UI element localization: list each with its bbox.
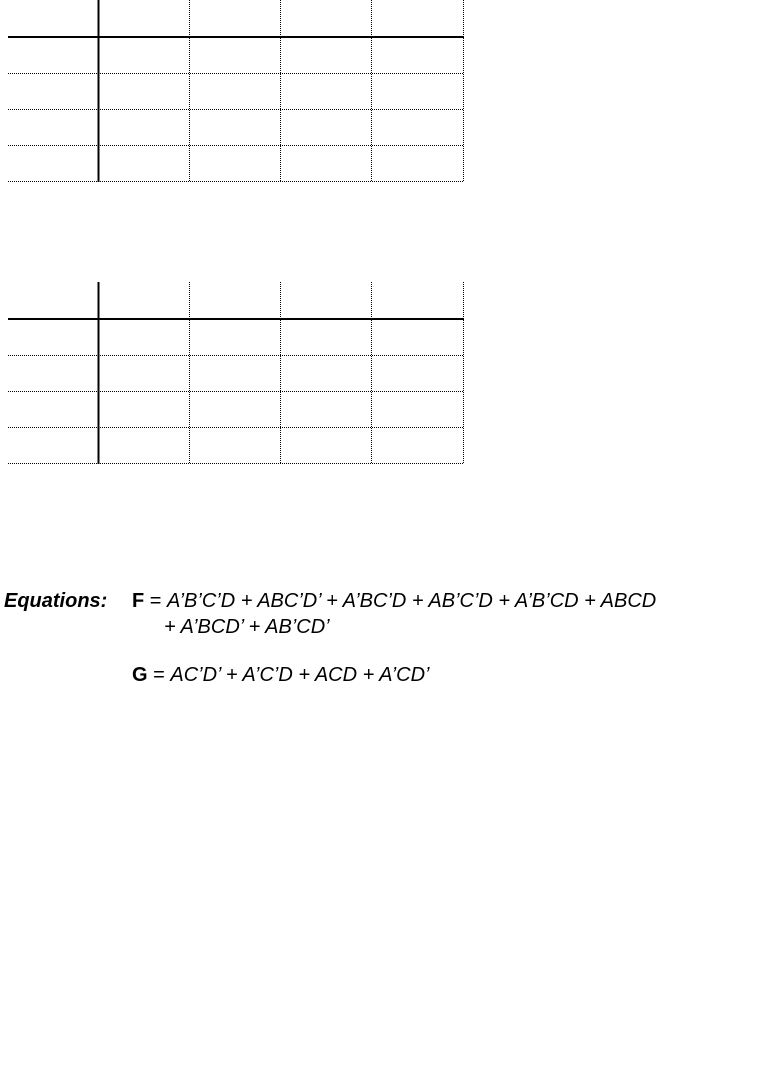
karnaugh-map-grid — [8, 0, 464, 182]
kmap-grid-lines — [8, 0, 464, 182]
karnaugh-map-grid — [8, 282, 464, 464]
equation-g-equals: = — [147, 664, 171, 686]
equation-f-equals: = — [144, 590, 168, 612]
kmap-grid-lines — [8, 282, 464, 464]
equation-f-expression-line-1: A’B’C’D + ABC’D’ + A’BC’D + AB’C’D + A’B’CD + ABCD — [167, 590, 657, 612]
equation-g-expression: AC’D’ + A’C’D + ACD + A’CD’ — [170, 664, 430, 686]
equation-f-line-1 — [132, 588, 656, 614]
equation-g-line — [132, 662, 430, 688]
equation-f-variable: F — [132, 590, 145, 612]
equation-g-variable: G — [132, 664, 148, 686]
equations-label: Equations: — [4, 590, 108, 612]
equation-f-expression-line-2: + A’BCD’ + AB’CD’ — [164, 616, 330, 638]
equation-f-line-2 — [164, 614, 330, 640]
